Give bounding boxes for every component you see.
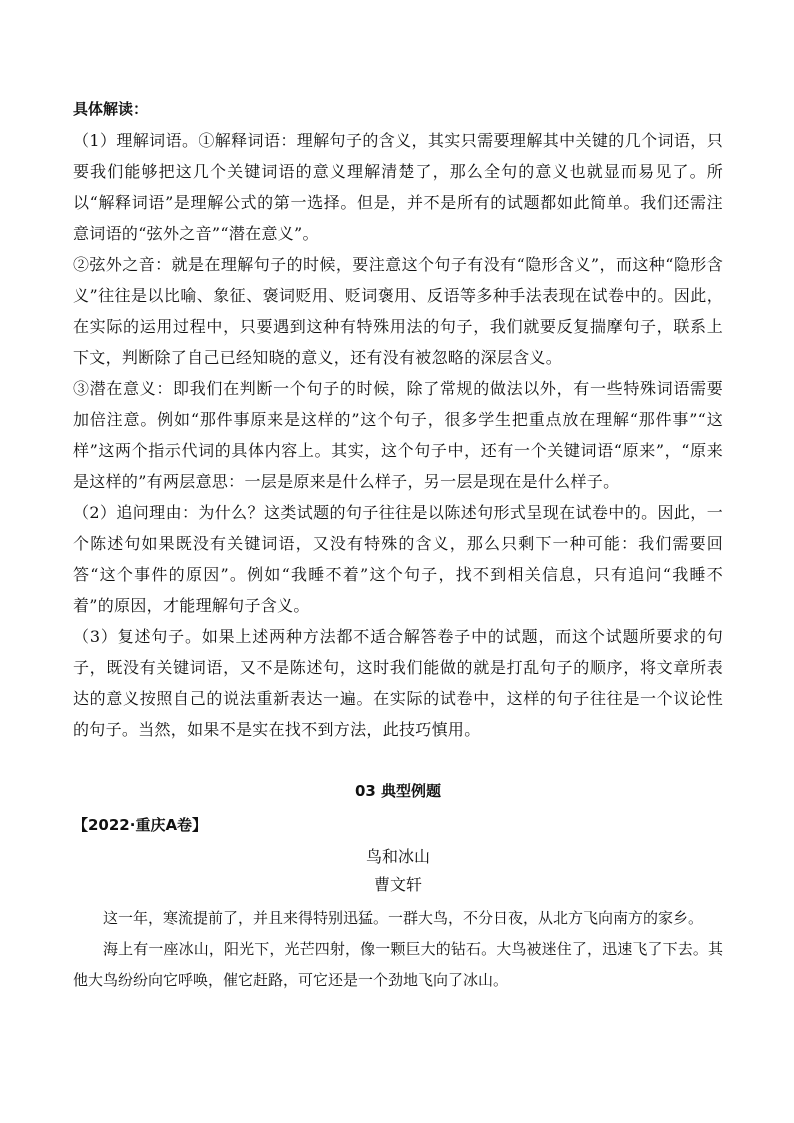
spacer bbox=[73, 745, 723, 767]
section-heading: 具体解读： bbox=[73, 100, 149, 118]
story-author: 曹文轩 bbox=[373, 875, 422, 894]
story-paragraph: 海上有一座冰山，阳光下，光芒四射，像一颗巨大的钻石。大鸟被迷住了，迅速飞了下去。其他大鸟纷纷向它呼唤，催它赶路，可它还是一个劲地飞向了冰山。 bbox=[73, 940, 723, 989]
paragraph-hidden-meaning: ②弦外之音：就是在理解句子的时候，要注意这个句子有没有“隐形含义”，而这种“隐形含义”往往是以比喻、象征、褒词贬用、贬词褒用、反语等多种手法表现在试卷中的。因此，在实际的运用过程中，只要遇到这种有特殊用法的句子，我们就要反复揣摩句子，联系上下文，判断除了自己已经知晓的意义，还有没有被忽略的深层含义。 bbox=[73, 255, 723, 367]
paragraph-restate-sentence: （3）复述句子。如果上述两种方法都不适合解答卷子中的试题，而这个试题所要求的句子，既没有关键词语，又不是陈述句，这时我们能做的就是打乱句子的顺序，将文章所表达的意义按照自己的说法重新表达一遍。在实际的试卷中，这样的句子往往是一个议论性的句子。当然，如果不是实在找不到方法，此技巧慎用。 bbox=[73, 627, 723, 739]
paragraph-ask-reason: （2）追问理由：为什么？这类试题的句子往往是以陈述句形式呈现在试卷中的。因此，一个陈述句如果既没有关键词语，又没有特殊的含义，那么只剩下一种可能：我们需要回答“这个事件的原因”。例如“我睡不着”这个句子，找不到相关信息，只有追问“我睡不着”的原因，才能理解句子含义。 bbox=[73, 503, 723, 615]
exam-source-label: 【2022·重庆A卷】 bbox=[73, 816, 208, 834]
document-page bbox=[73, 95, 723, 996]
paragraph-potential-meaning: ③潜在意义：即我们在判断一个句子的时候，除了常规的做法以外，有一些特殊词语需要加倍注意。例如“那件事原来是这样的”这个句子，很多学生把重点放在理解“那件事”“这样”这两个指示代词的具体内容上。其实，这个句子中，还有一个关键词语“原来”，“原来是这样的”有两层意思：一层是原来是什么样子，另一层是现在是什么样子。 bbox=[73, 379, 723, 491]
story-title: 鸟和冰山 bbox=[365, 847, 430, 866]
paragraph-understand-words: （1）理解词语。①解释词语：理解句子的含义，其实只需要理解其中关键的几个词语，只要我们能够把这几个关键词语的意义理解清楚了，那么全句的意义也就显而易见了。所以“解释词语”是理解公式的第一选择。但是，并不是所有的试题都如此简单。我们还需注意词语的“弦外之音”“潜在意义”。 bbox=[73, 131, 723, 243]
story-paragraph: 这一年，寒流提前了，并且来得特别迅猛。一群大鸟，不分日夜，从北方飞向南方的家乡。 bbox=[103, 909, 704, 927]
examples-section-title: 03 典型例题 bbox=[354, 782, 442, 800]
